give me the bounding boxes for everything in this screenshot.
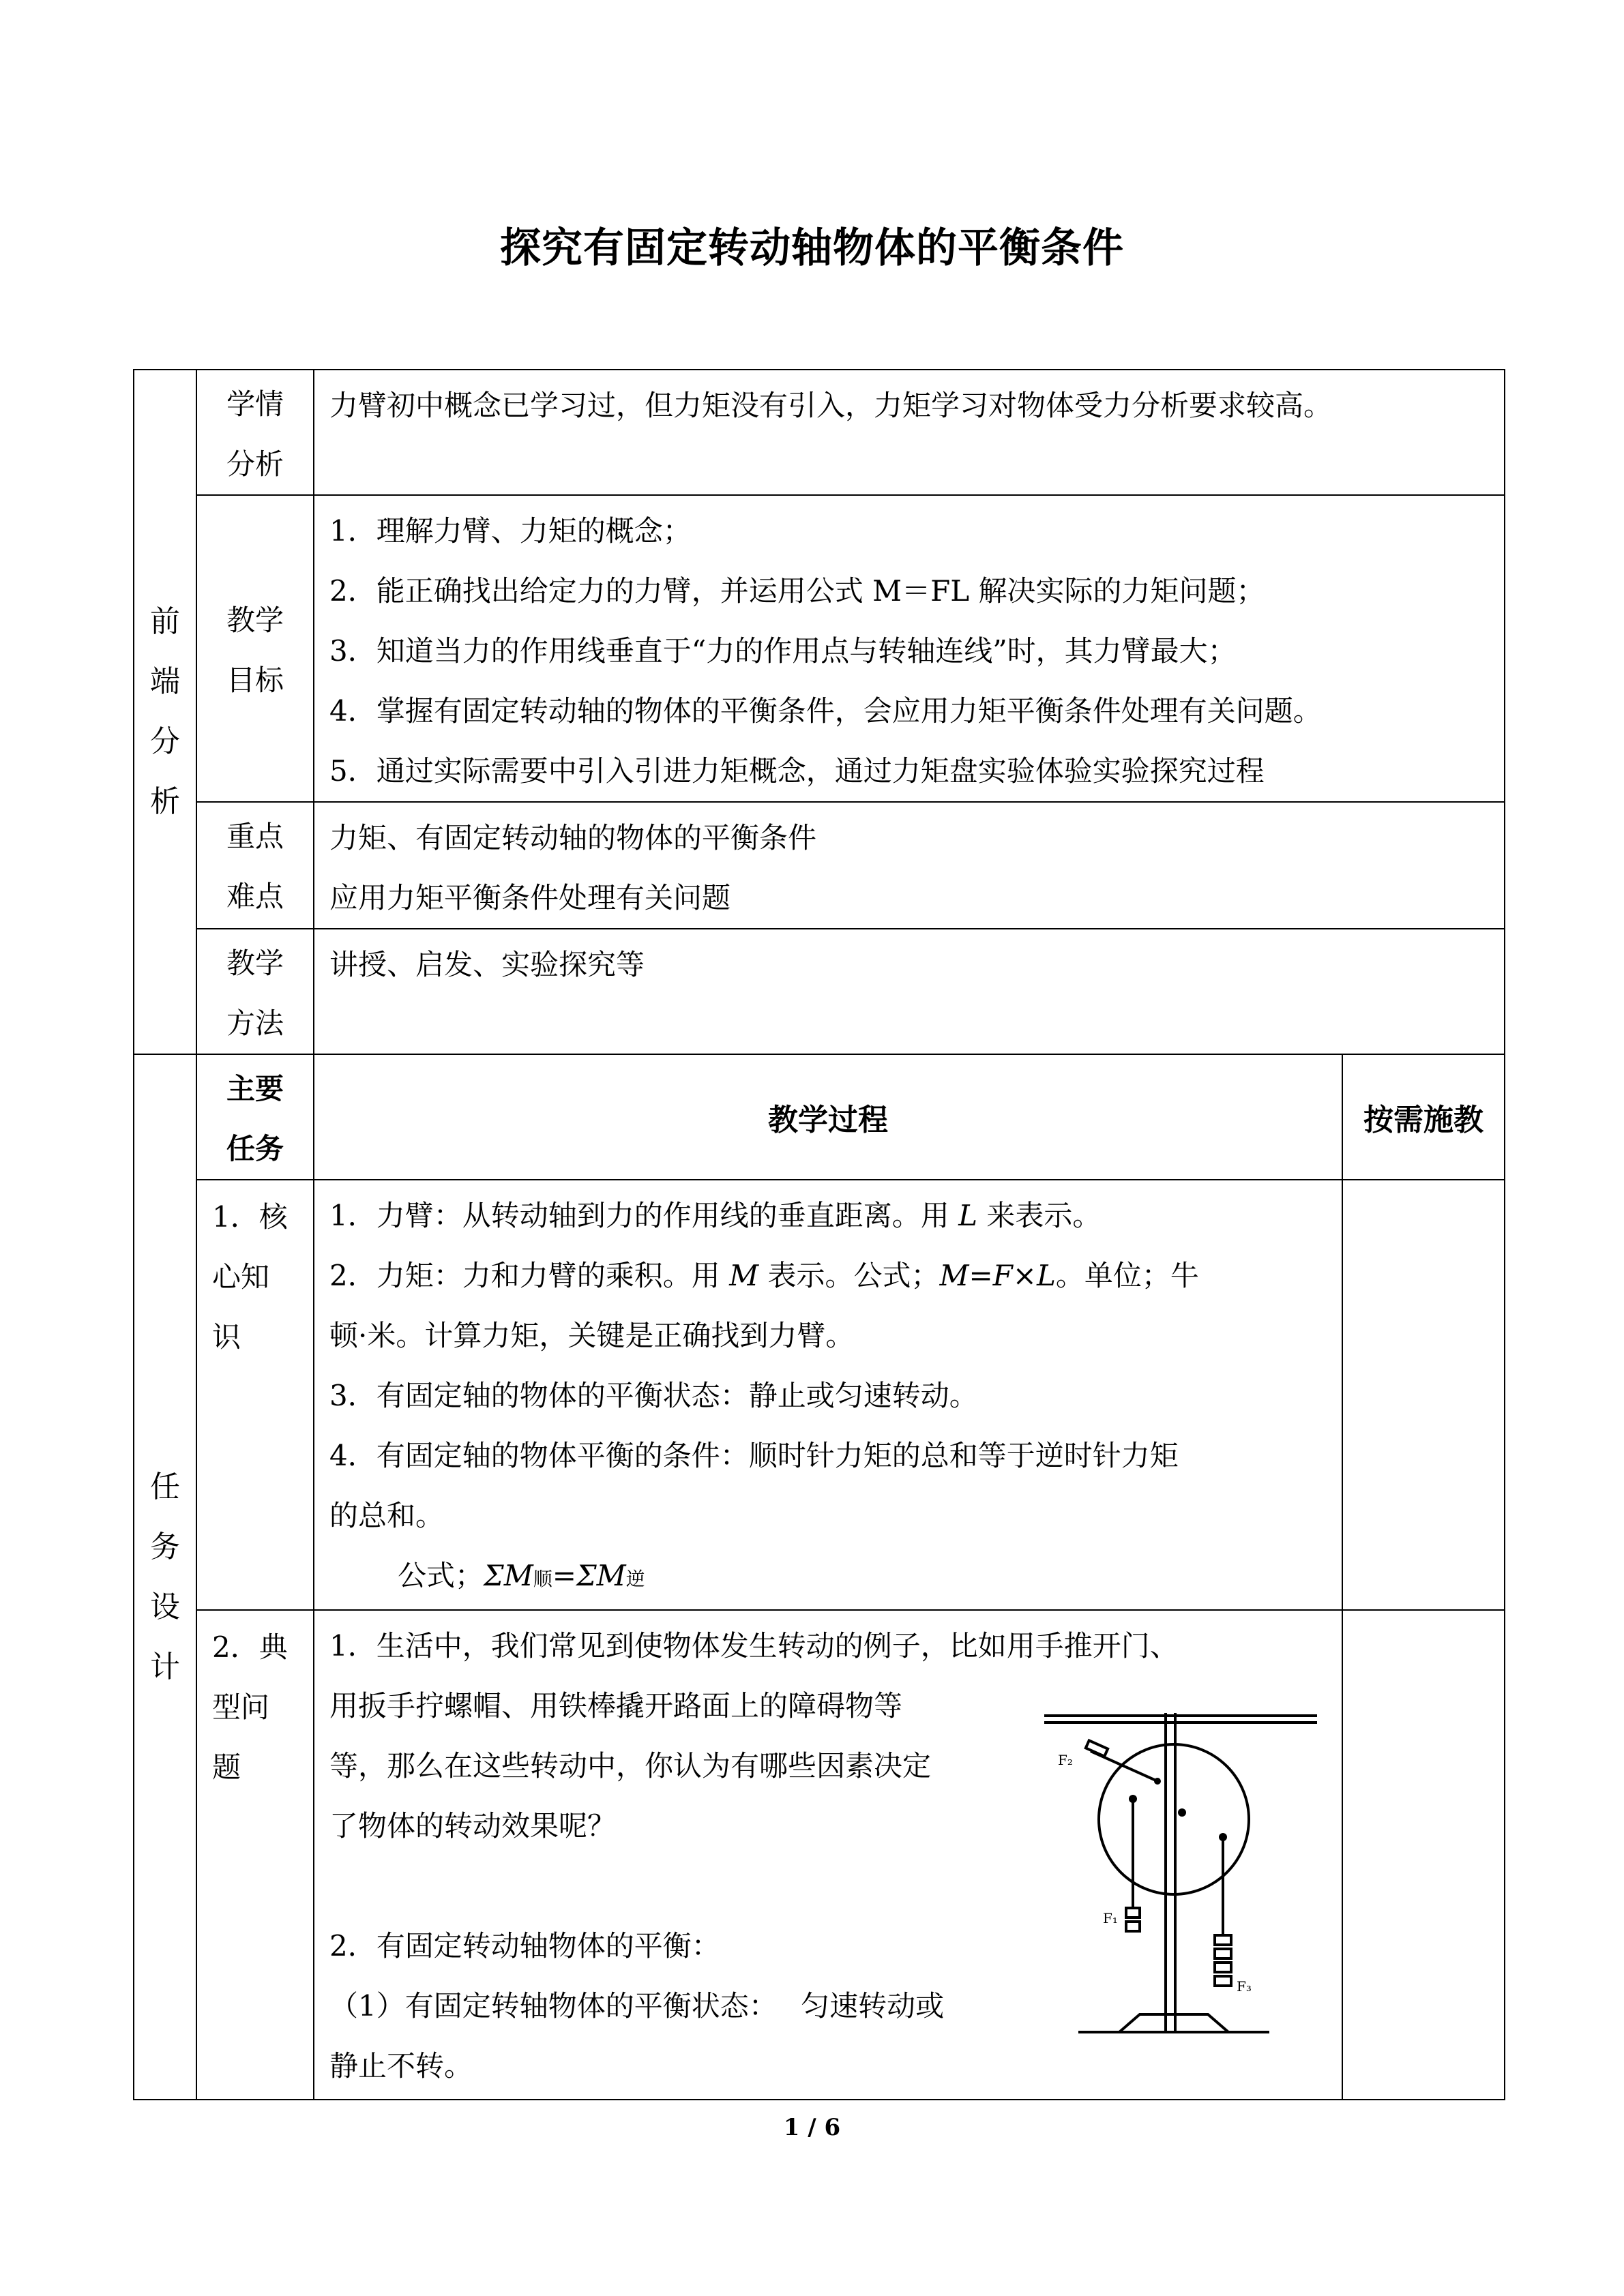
row-design-header [134, 1054, 1505, 1180]
torque-balance-formula: 公式；ΣM顺=ΣM逆 [398, 1559, 645, 1592]
student-analysis-text: 力臂初中概念已学习过，但力矩没有引入，力矩学习对物体受力分析要求较高。 [314, 370, 1505, 495]
lesson-plan-table [133, 369, 1505, 2100]
on-demand-cell-typical [1342, 1610, 1505, 2100]
goal-item: 5．通过实际需要中引入引进力矩概念，通过力矩盘实验体验实验探究过程 [329, 754, 1265, 788]
goal-item: 3．知道当力的作用线垂直于“力的作用点与转轴连线”时，其力臂最大； [329, 634, 1237, 668]
teaching-methods-text: 讲授、启发、实验探究等 [314, 929, 1505, 1054]
row-core-knowledge [134, 1180, 1505, 1610]
label-teaching-goals: 教学 目标 [196, 495, 314, 802]
section-label-analysis: 前 端 分 析 [134, 370, 196, 1054]
row-student-analysis [134, 370, 1505, 495]
goal-item: 1．理解力臂、力矩的概念； [329, 514, 692, 548]
header-on-demand: 按需施教 [1342, 1054, 1505, 1180]
label-teaching-methods: 教学 方法 [196, 929, 314, 1054]
row-typical-problems [134, 1610, 1505, 2100]
key-points-text: 力矩、有固定转动轴的物体的平衡条件 应用力矩平衡条件处理有关问题 [314, 802, 1505, 929]
header-teaching-process: 教学过程 [314, 1054, 1342, 1180]
task-core-knowledge: 1．核 心知 识 [196, 1180, 314, 1610]
page-number: 1 / 6 [783, 2114, 841, 2141]
label-key-points: 重点 难点 [196, 802, 314, 929]
section-label-design: 任 务 设 计 [134, 1054, 196, 2100]
torque-disk-diagram [1037, 1679, 1324, 2061]
diagram-spring-scale [1086, 1740, 1108, 1756]
diagram-label-f2: F₂ [1058, 1752, 1073, 1768]
header-main-task: 主要 任务 [196, 1054, 314, 1180]
diagram-label-f3: F₃ [1237, 1978, 1252, 1995]
typical-problems-content: 1．生活中，我们常见到使物体发生转动的例子，比如用手推开门、 F₂ F₁ F₃ 用扳手拧螺帽、用铁棒撬开路面上的障碍物等 等，那么在这些转动中，你认为有哪些因素决定 了物体的转动效果呢？ 2．有固定转动轴物体的平衡： （1）有固定转轴物体的平衡状态： 匀速转动或 静止不转。 [314, 1610, 1342, 2100]
diagram-label-f1: F₁ [1103, 1910, 1118, 1926]
goal-item: 4．掌握有固定转动轴的物体的平衡条件，会应用力矩平衡条件处理有关问题。 [329, 694, 1322, 728]
teaching-goals-list [314, 495, 1505, 802]
row-teaching-goals [134, 495, 1505, 802]
on-demand-cell-core [1342, 1180, 1505, 1610]
row-key-points [134, 802, 1505, 929]
task-typical-problems: 2．典 型问 题 [196, 1610, 314, 2100]
row-teaching-methods [134, 929, 1505, 1054]
page-title: 探究有固定转动轴物体的平衡条件 [500, 224, 1124, 272]
label-student-analysis: 学情 分析 [196, 370, 314, 495]
core-knowledge-content: 1．力臂：从转动轴到力的作用线的垂直距离。用 L 来表示。 2．力矩：力和力臂的乘积。用 M 表示。公式；M=F×L。单位；牛 顿·米。计算力矩，关键是正确找到力臂。 3．有固定轴的物体的平衡状态：静止或匀速转动。 4．有固定轴的物体平衡的条件：顺时针力矩的总和等于逆时针力矩 的总和。 公式；ΣM顺=ΣM逆 [314, 1180, 1342, 1610]
goal-item: 2．能正确找出给定力的力臂，并运用公式 M＝FL 解决实际的力矩问题； [329, 574, 1265, 608]
